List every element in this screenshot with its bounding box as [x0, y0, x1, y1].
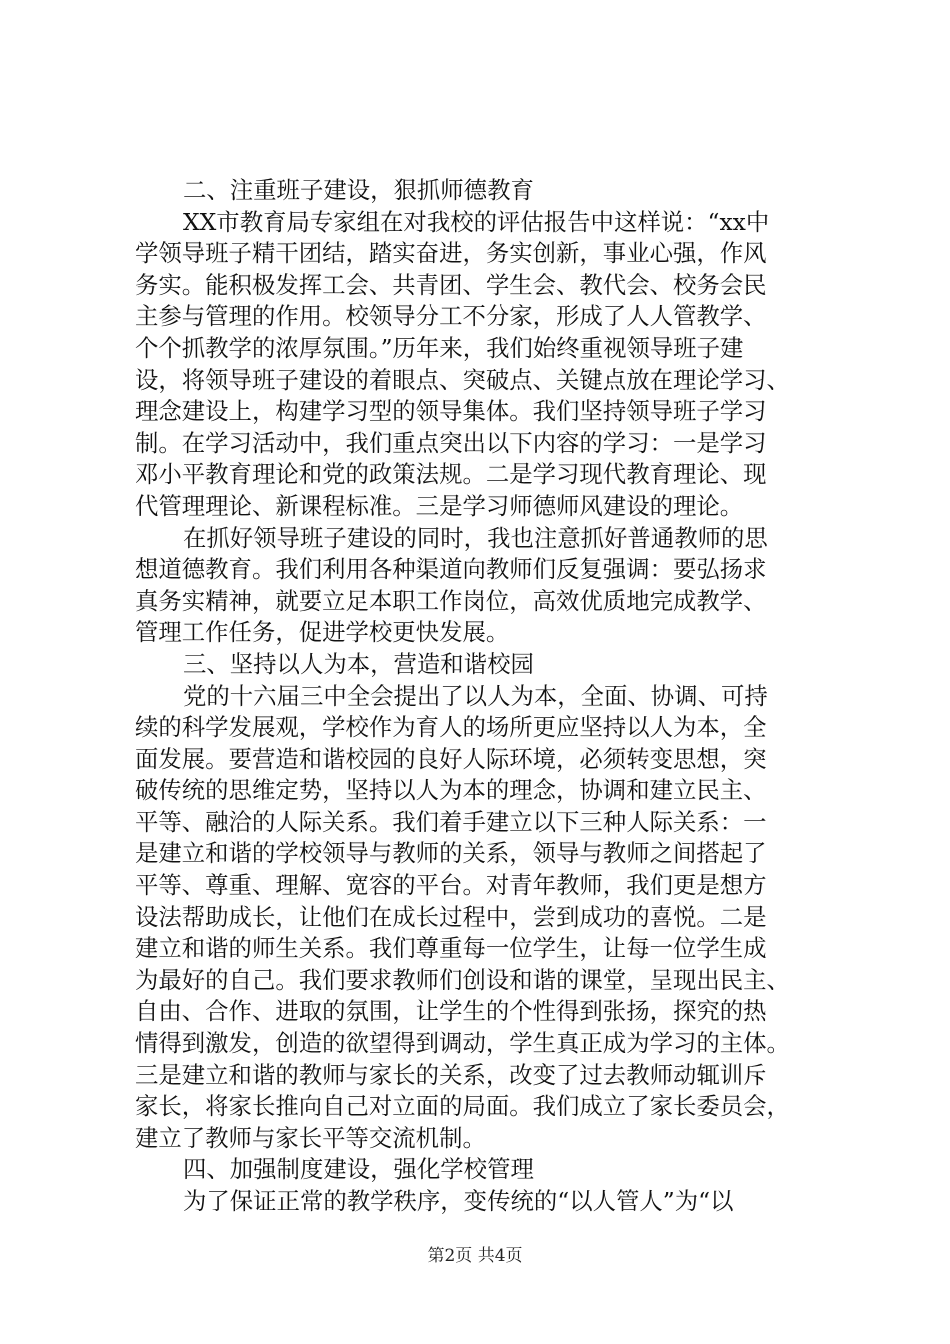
text-line: 个个抓教学的浓厚氛围。”历年来，我们始终重视领导班子建 — [135, 333, 744, 362]
text-line: 理念建设上，构建学习型的领导集体。我们坚持领导班子学习 — [135, 397, 767, 426]
text-line: 在抓好领导班子建设的同时，我也注意抓好普通教师的思 — [183, 523, 768, 552]
text-line: 为最好的自己。我们要求教师们创设和谐的课堂，呈现出民主、 — [135, 965, 790, 994]
text-line: 制。在学习活动中，我们重点突出以下内容的学习：一是学习 — [135, 428, 767, 457]
text-line: 破传统的思维定势，坚持以人为本的理念，协调和建立民主、 — [135, 776, 767, 805]
text-line: 二、注重班子建设，狠抓师德教育 — [183, 176, 534, 204]
page-footer: 第2页 共4页 — [427, 1246, 523, 1266]
text-line: 学领导班子精干团结，踏实奋进，务实创新，事业心强，作风 — [135, 239, 767, 268]
text-line: 真务实精神，就要立足本职工作岗位，高效优质地完成教学、 — [135, 586, 767, 615]
text-line: XX市教育局专家组在对我校的评估报告中这样说：“xx中 — [183, 207, 770, 236]
text-line: 管理工作任务，促进学校更快发展。 — [135, 618, 510, 647]
text-line: 自由、合作、进取的氛围，让学生的个性得到张扬，探究的热 — [135, 997, 767, 1026]
text-line: 三、坚持以人为本，营造和谐校园 — [183, 649, 534, 678]
text-line: 是建立和谐的学校领导与教师的关系，领导与教师之间搭起了 — [135, 839, 767, 868]
text-line: 想道德教育。我们利用各种渠道向教师们反复强调：要弘扬求 — [135, 555, 767, 584]
text-line: 邓小平教育理论和党的政策法规。二是学习现代教育理论、现 — [135, 460, 767, 489]
document-body — [135, 175, 845, 1218]
text-line: 建立和谐的师生关系。我们尊重每一位学生，让每一位学生成 — [135, 934, 767, 963]
text-line: 家长，将家长推向自己对立面的局面。我们成立了家长委员会， — [135, 1092, 790, 1121]
text-line: 三是建立和谐的教师与家长的关系，改变了过去教师动辄训斥 — [135, 1060, 767, 1089]
text-line: 主参与管理的作用。校领导分工不分家，形成了人人管教学、 — [135, 302, 767, 331]
text-line: 务实。能积极发挥工会、共青团、学生会、教代会、校务会民 — [135, 270, 767, 299]
text-line: 党的十六届三中全会提出了以人为本，全面、协调、可持 — [183, 681, 768, 710]
text-line: 设法帮助成长，让他们在成长过程中，尝到成功的喜悦。二是 — [135, 902, 767, 931]
text-line: 续的科学发展观，学校作为育人的场所更应坚持以人为本，全 — [135, 713, 767, 742]
text-line: 平等、尊重、理解、宽容的平台。对青年教师，我们更是想方 — [135, 871, 767, 900]
text-line: 代管理理论、新课程标准。三是学习师德师风建设的理论。 — [135, 491, 744, 520]
text-line: 设，将领导班子建设的着眼点、突破点、关键点放在理论学习、 — [135, 365, 790, 394]
text-line: 为了保证正常的教学秩序，变传统的“以人管人”为“以 — [183, 1187, 734, 1215]
text-line: 建立了教师与家长平等交流机制。 — [135, 1123, 486, 1152]
text-line: 情得到激发，创造的欲望得到调动，学生真正成为学习的主体。 — [135, 1029, 790, 1058]
text-line: 四、加强制度建设，强化学校管理 — [183, 1155, 534, 1184]
text-line: 平等、融洽的人际关系。我们着手建立以下三种人际关系：一 — [135, 807, 767, 836]
text-line: 面发展。要营造和谐校园的良好人际环境，必须转变思想，突 — [135, 744, 767, 773]
